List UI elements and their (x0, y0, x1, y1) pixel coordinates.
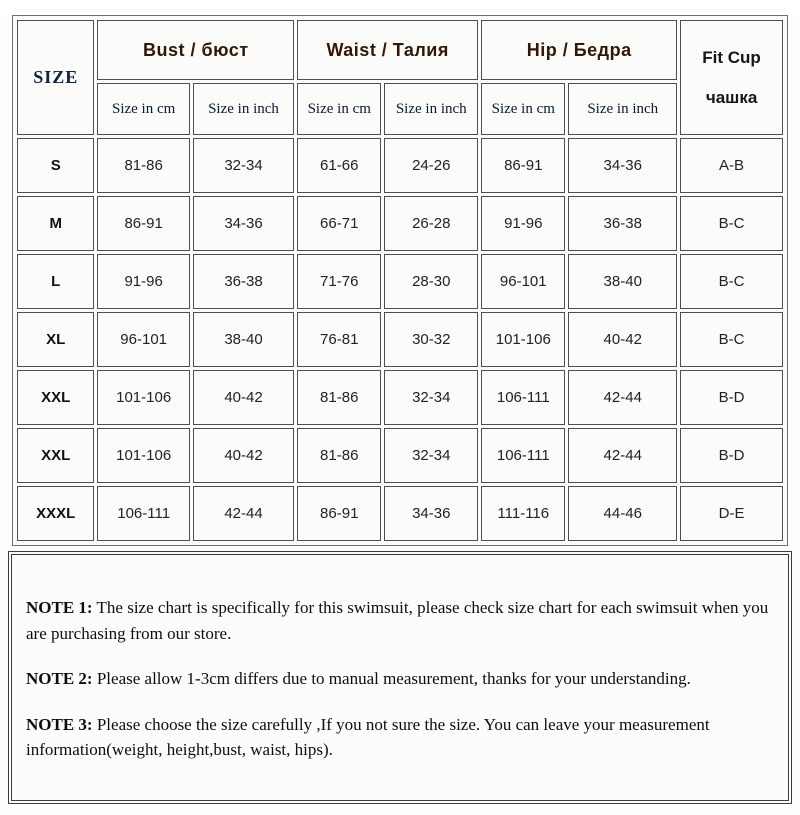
cell-waist-cm: 81-86 (297, 370, 381, 425)
cell-cup: B-C (680, 254, 783, 309)
cell-bust-cm: 106-111 (97, 486, 189, 541)
cell-hip-cm: 86-91 (481, 138, 565, 193)
table-row-xxxl (17, 486, 783, 541)
table-row-xl (17, 312, 783, 367)
cell-bust-inch: 40-42 (193, 370, 294, 425)
size-chart-table-frame (12, 15, 788, 546)
fit-cup-header (680, 20, 783, 135)
note-2-label: NOTE 2: (26, 669, 93, 688)
fit-cup-label-en: Fit Cup (702, 48, 761, 68)
cell-bust-inch: 34-36 (193, 196, 294, 251)
cell-waist-cm: 76-81 (297, 312, 381, 367)
note-1 (26, 595, 770, 646)
cell-size: S (17, 138, 94, 193)
cell-bust-cm: 86-91 (97, 196, 189, 251)
size-chart-page (0, 15, 800, 815)
header-row-groups (17, 20, 783, 80)
cell-hip-cm: 111-116 (481, 486, 565, 541)
cell-waist-cm: 71-76 (297, 254, 381, 309)
subheader-waist-cm: Size in cm (297, 83, 381, 135)
cell-cup: B-C (680, 196, 783, 251)
note-1-label: NOTE 1: (26, 598, 93, 617)
subheader-hip-cm: Size in cm (481, 83, 565, 135)
cell-hip-inch: 36-38 (568, 196, 677, 251)
cell-hip-cm: 106-111 (481, 370, 565, 425)
cell-bust-inch: 38-40 (193, 312, 294, 367)
notes-box (8, 551, 792, 804)
cell-hip-inch: 38-40 (568, 254, 677, 309)
table-row-xxl-2 (17, 428, 783, 483)
cell-waist-inch: 32-34 (384, 370, 478, 425)
group-header-hip: Hip / Бедра (481, 20, 677, 80)
subheader-waist-inch: Size in inch (384, 83, 478, 135)
cell-bust-inch: 42-44 (193, 486, 294, 541)
cell-hip-inch: 44-46 (568, 486, 677, 541)
cell-cup: A-B (680, 138, 783, 193)
cell-size: L (17, 254, 94, 309)
cell-bust-cm: 101-106 (97, 370, 189, 425)
group-header-waist: Waist / Талия (297, 20, 478, 80)
cell-bust-inch: 36-38 (193, 254, 294, 309)
cell-hip-cm: 91-96 (481, 196, 565, 251)
size-chart-table (14, 17, 786, 544)
note-3-text: Please choose the size carefully ,If you not sure the size. You can leave your measurement information(weight, height,bust, waist, hips). (26, 714, 710, 759)
cell-hip-cm: 96-101 (481, 254, 565, 309)
note-2 (26, 666, 770, 692)
group-header-bust: Bust / бюст (97, 20, 294, 80)
cell-size: XL (17, 312, 94, 367)
cell-bust-inch: 32-34 (193, 138, 294, 193)
cell-waist-cm: 61-66 (297, 138, 381, 193)
table-row-xxl-1 (17, 370, 783, 425)
cell-waist-cm: 81-86 (297, 428, 381, 483)
cell-cup: D-E (680, 486, 783, 541)
cell-hip-inch: 40-42 (568, 312, 677, 367)
note-1-text: The size chart is specifically for this swimsuit, please check size chart for each swimsuit when you are purchasing from our store. (26, 598, 769, 643)
cell-hip-inch: 42-44 (568, 428, 677, 483)
cell-bust-cm: 101-106 (97, 428, 189, 483)
subheader-bust-cm: Size in cm (97, 83, 189, 135)
cell-waist-inch: 32-34 (384, 428, 478, 483)
note-3-label: NOTE 3: (26, 714, 93, 734)
table-row-l (17, 254, 783, 309)
fit-cup-label-ru: чашка (705, 87, 758, 107)
size-column-header: SIZE (17, 20, 94, 135)
cell-bust-cm: 81-86 (97, 138, 189, 193)
cell-hip-cm: 106-111 (481, 428, 565, 483)
table-row-m (17, 196, 783, 251)
cell-bust-cm: 96-101 (97, 312, 189, 367)
cell-size: XXL (17, 370, 94, 425)
cell-waist-inch: 24-26 (384, 138, 478, 193)
cell-waist-cm: 86-91 (297, 486, 381, 541)
cell-cup: B-D (680, 428, 783, 483)
cell-cup: B-C (680, 312, 783, 367)
table-row-s (17, 138, 783, 193)
cell-hip-inch: 34-36 (568, 138, 677, 193)
cell-waist-inch: 30-32 (384, 312, 478, 367)
note-3 (26, 712, 770, 763)
cell-bust-inch: 40-42 (193, 428, 294, 483)
cell-hip-inch: 42-44 (568, 370, 677, 425)
header-row-units (17, 83, 783, 135)
cell-size: XXL (17, 428, 94, 483)
cell-waist-inch: 28-30 (384, 254, 478, 309)
cell-waist-cm: 66-71 (297, 196, 381, 251)
subheader-bust-inch: Size in inch (193, 83, 294, 135)
subheader-hip-inch: Size in inch (568, 83, 677, 135)
cell-size: M (17, 196, 94, 251)
note-2-text: Please allow 1-3cm differs due to manual measurement, thanks for your understanding. (92, 669, 691, 688)
cell-waist-inch: 34-36 (384, 486, 478, 541)
cell-cup: B-D (680, 370, 783, 425)
cell-bust-cm: 91-96 (97, 254, 189, 309)
cell-waist-inch: 26-28 (384, 196, 478, 251)
cell-hip-cm: 101-106 (481, 312, 565, 367)
cell-size: XXXL (17, 486, 94, 541)
